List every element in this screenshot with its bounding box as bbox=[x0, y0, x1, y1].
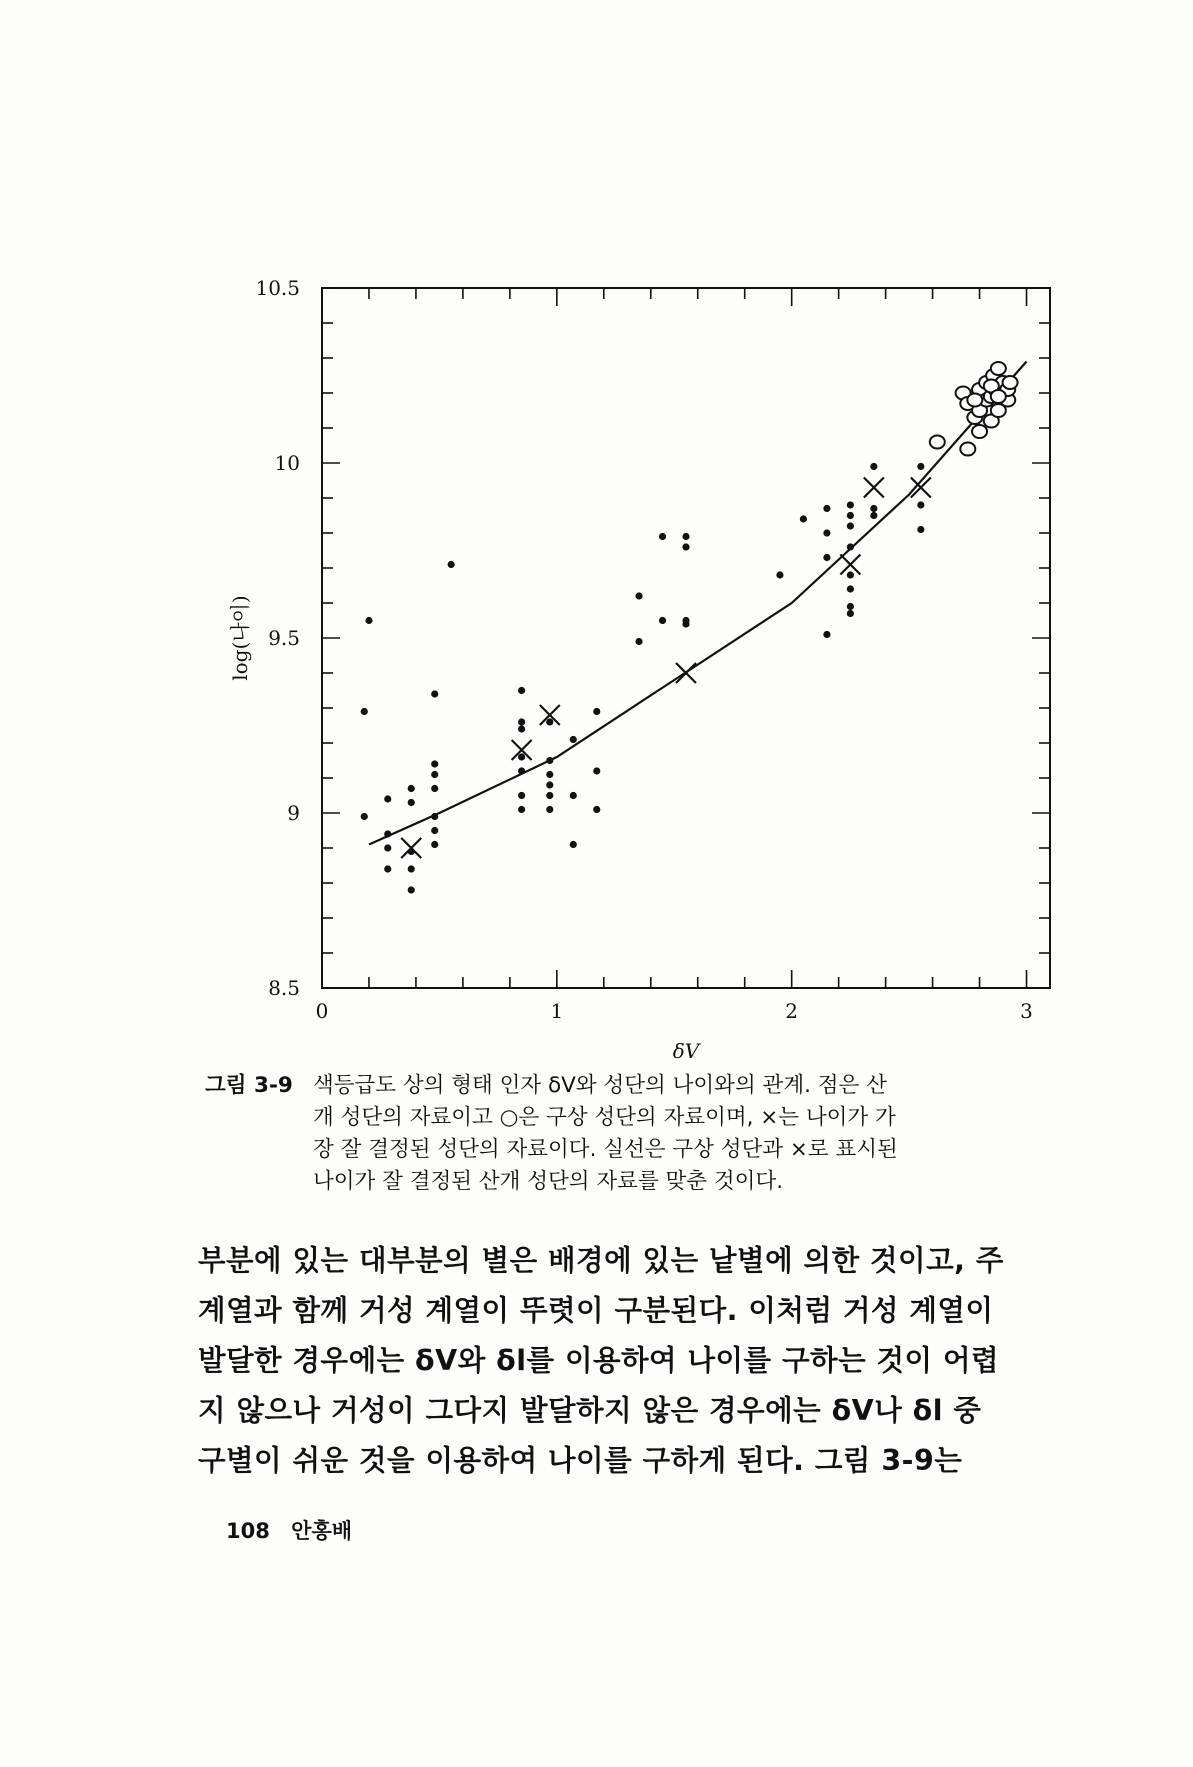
open-cluster-point bbox=[870, 505, 877, 512]
open-cluster-point bbox=[518, 718, 525, 725]
caption-label: 그림 3-9 bbox=[205, 1073, 293, 1098]
y-tick-label: 9.5 bbox=[268, 626, 300, 650]
open-cluster-point bbox=[659, 533, 666, 540]
open-cluster-point bbox=[682, 543, 689, 550]
body-line: 계열과 함께 거성 계열이 뚜렷이 구분된다. 이처럼 거성 계열이 bbox=[198, 1294, 994, 1327]
open-cluster-point bbox=[847, 585, 854, 592]
y-tick-label: 10 bbox=[274, 451, 300, 475]
open-cluster-point bbox=[361, 813, 368, 820]
figure-caption bbox=[205, 1070, 1085, 1198]
open-cluster-point bbox=[682, 533, 689, 540]
open-cluster-point bbox=[635, 638, 642, 645]
caption-line: 장 잘 결정된 성단의 자료이다. 실선은 구상 성단과 ×로 표시된 bbox=[313, 1137, 898, 1162]
y-tick-label: 8.5 bbox=[268, 976, 300, 1000]
open-cluster-point bbox=[431, 785, 438, 792]
open-cluster-point bbox=[570, 841, 577, 848]
open-cluster-point bbox=[847, 603, 854, 610]
open-cluster-point bbox=[384, 844, 391, 851]
globular-cluster-point bbox=[967, 394, 982, 407]
open-cluster-point bbox=[847, 512, 854, 519]
open-cluster-point bbox=[408, 886, 415, 893]
open-cluster-point bbox=[518, 725, 525, 732]
open-cluster-point bbox=[546, 718, 553, 725]
open-cluster-point bbox=[847, 522, 854, 529]
open-cluster-point bbox=[546, 806, 553, 813]
open-cluster-point bbox=[823, 505, 830, 512]
open-cluster-point bbox=[431, 827, 438, 834]
open-cluster-point bbox=[431, 771, 438, 778]
open-cluster-point bbox=[518, 753, 525, 760]
open-cluster-point bbox=[917, 501, 924, 508]
open-cluster-point bbox=[546, 792, 553, 799]
well-determined-age-point bbox=[676, 663, 696, 683]
open-cluster-point bbox=[431, 760, 438, 767]
y-tick-label: 9 bbox=[287, 801, 300, 825]
open-cluster-point bbox=[870, 463, 877, 470]
open-cluster-point bbox=[570, 792, 577, 799]
open-cluster-point bbox=[431, 841, 438, 848]
body-paragraph bbox=[198, 1236, 1078, 1486]
body-line: 발달한 경우에는 δV와 δl를 이용하여 나이를 구하는 것이 어렵 bbox=[198, 1344, 1000, 1377]
open-cluster-point bbox=[593, 708, 600, 715]
open-cluster-point bbox=[847, 501, 854, 508]
open-cluster-point bbox=[546, 757, 553, 764]
x-tick-label: 1 bbox=[550, 999, 564, 1023]
open-cluster-point bbox=[570, 736, 577, 743]
open-cluster-point bbox=[593, 767, 600, 774]
caption-body bbox=[313, 1070, 1085, 1198]
open-cluster-point bbox=[518, 806, 525, 813]
body-line: 부분에 있는 대부분의 별은 배경에 있는 낱별에 의한 것이고, 주 bbox=[198, 1244, 1004, 1277]
open-cluster-point bbox=[384, 865, 391, 872]
body-line: 구별이 쉬운 것을 이용하여 나이를 구하게 된다. 그림 3-9는 bbox=[198, 1444, 963, 1477]
open-cluster-point bbox=[518, 767, 525, 774]
x-tick-label: 2 bbox=[785, 999, 799, 1023]
open-cluster-point bbox=[546, 771, 553, 778]
open-cluster-point bbox=[823, 529, 830, 536]
globular-cluster-point bbox=[972, 425, 987, 438]
open-cluster-point bbox=[384, 795, 391, 802]
open-cluster-point bbox=[408, 799, 415, 806]
open-cluster-point bbox=[917, 526, 924, 533]
open-cluster-point bbox=[408, 865, 415, 872]
globular-cluster-point bbox=[1003, 376, 1018, 389]
open-cluster-point bbox=[361, 708, 368, 715]
x-tick-label: 0 bbox=[315, 999, 329, 1023]
page-footer bbox=[226, 1515, 366, 1545]
open-cluster-point bbox=[823, 631, 830, 638]
well-determined-age-point bbox=[864, 478, 884, 498]
open-cluster-point bbox=[870, 512, 877, 519]
globular-cluster-point bbox=[991, 390, 1006, 403]
open-cluster-point bbox=[365, 617, 372, 624]
open-cluster-point bbox=[448, 561, 455, 568]
open-cluster-point bbox=[635, 592, 642, 599]
open-cluster-point bbox=[917, 463, 924, 470]
caption-line: 나이가 잘 결정된 산개 성단의 자료를 맞춘 것이다. bbox=[313, 1169, 784, 1194]
open-cluster-point bbox=[823, 554, 830, 561]
y-tick-label: 10.5 bbox=[255, 276, 300, 300]
open-cluster-point bbox=[518, 792, 525, 799]
globular-cluster-point bbox=[930, 436, 945, 449]
globular-cluster-point bbox=[991, 362, 1006, 375]
open-cluster-point bbox=[776, 571, 783, 578]
open-cluster-point bbox=[431, 690, 438, 697]
open-cluster-point bbox=[518, 687, 525, 694]
open-cluster-point bbox=[847, 610, 854, 617]
open-cluster-point bbox=[546, 781, 553, 788]
open-cluster-point bbox=[659, 617, 666, 624]
page-number: 108 bbox=[226, 1519, 270, 1543]
open-cluster-point bbox=[682, 620, 689, 627]
author-name: 안홍배 bbox=[291, 1519, 353, 1543]
caption-line: 색등급도 상의 형태 인자 δV와 성단의 나이와의 관계. 점은 산 bbox=[313, 1073, 887, 1098]
x-tick-label: 3 bbox=[1020, 999, 1033, 1023]
y-axis-label: log(나이) bbox=[228, 595, 252, 681]
globular-cluster-point bbox=[960, 443, 975, 456]
open-cluster-point bbox=[408, 785, 415, 792]
x-axis-label: δV bbox=[672, 1039, 700, 1060]
plot-frame bbox=[322, 288, 1050, 988]
fit-curve-line bbox=[369, 362, 1027, 845]
open-cluster-point bbox=[847, 571, 854, 578]
caption-line: 개 성단의 자료이고 ○은 구상 성단의 자료이며, ×는 나이가 가 bbox=[313, 1105, 896, 1130]
open-cluster-point bbox=[431, 813, 438, 820]
open-cluster-point bbox=[800, 515, 807, 522]
open-cluster-point bbox=[384, 830, 391, 837]
body-line: 지 않으나 거성이 그다지 발달하지 않은 경우에는 δV나 δl 중 bbox=[198, 1394, 982, 1427]
open-cluster-point bbox=[593, 806, 600, 813]
open-cluster-point bbox=[847, 543, 854, 550]
